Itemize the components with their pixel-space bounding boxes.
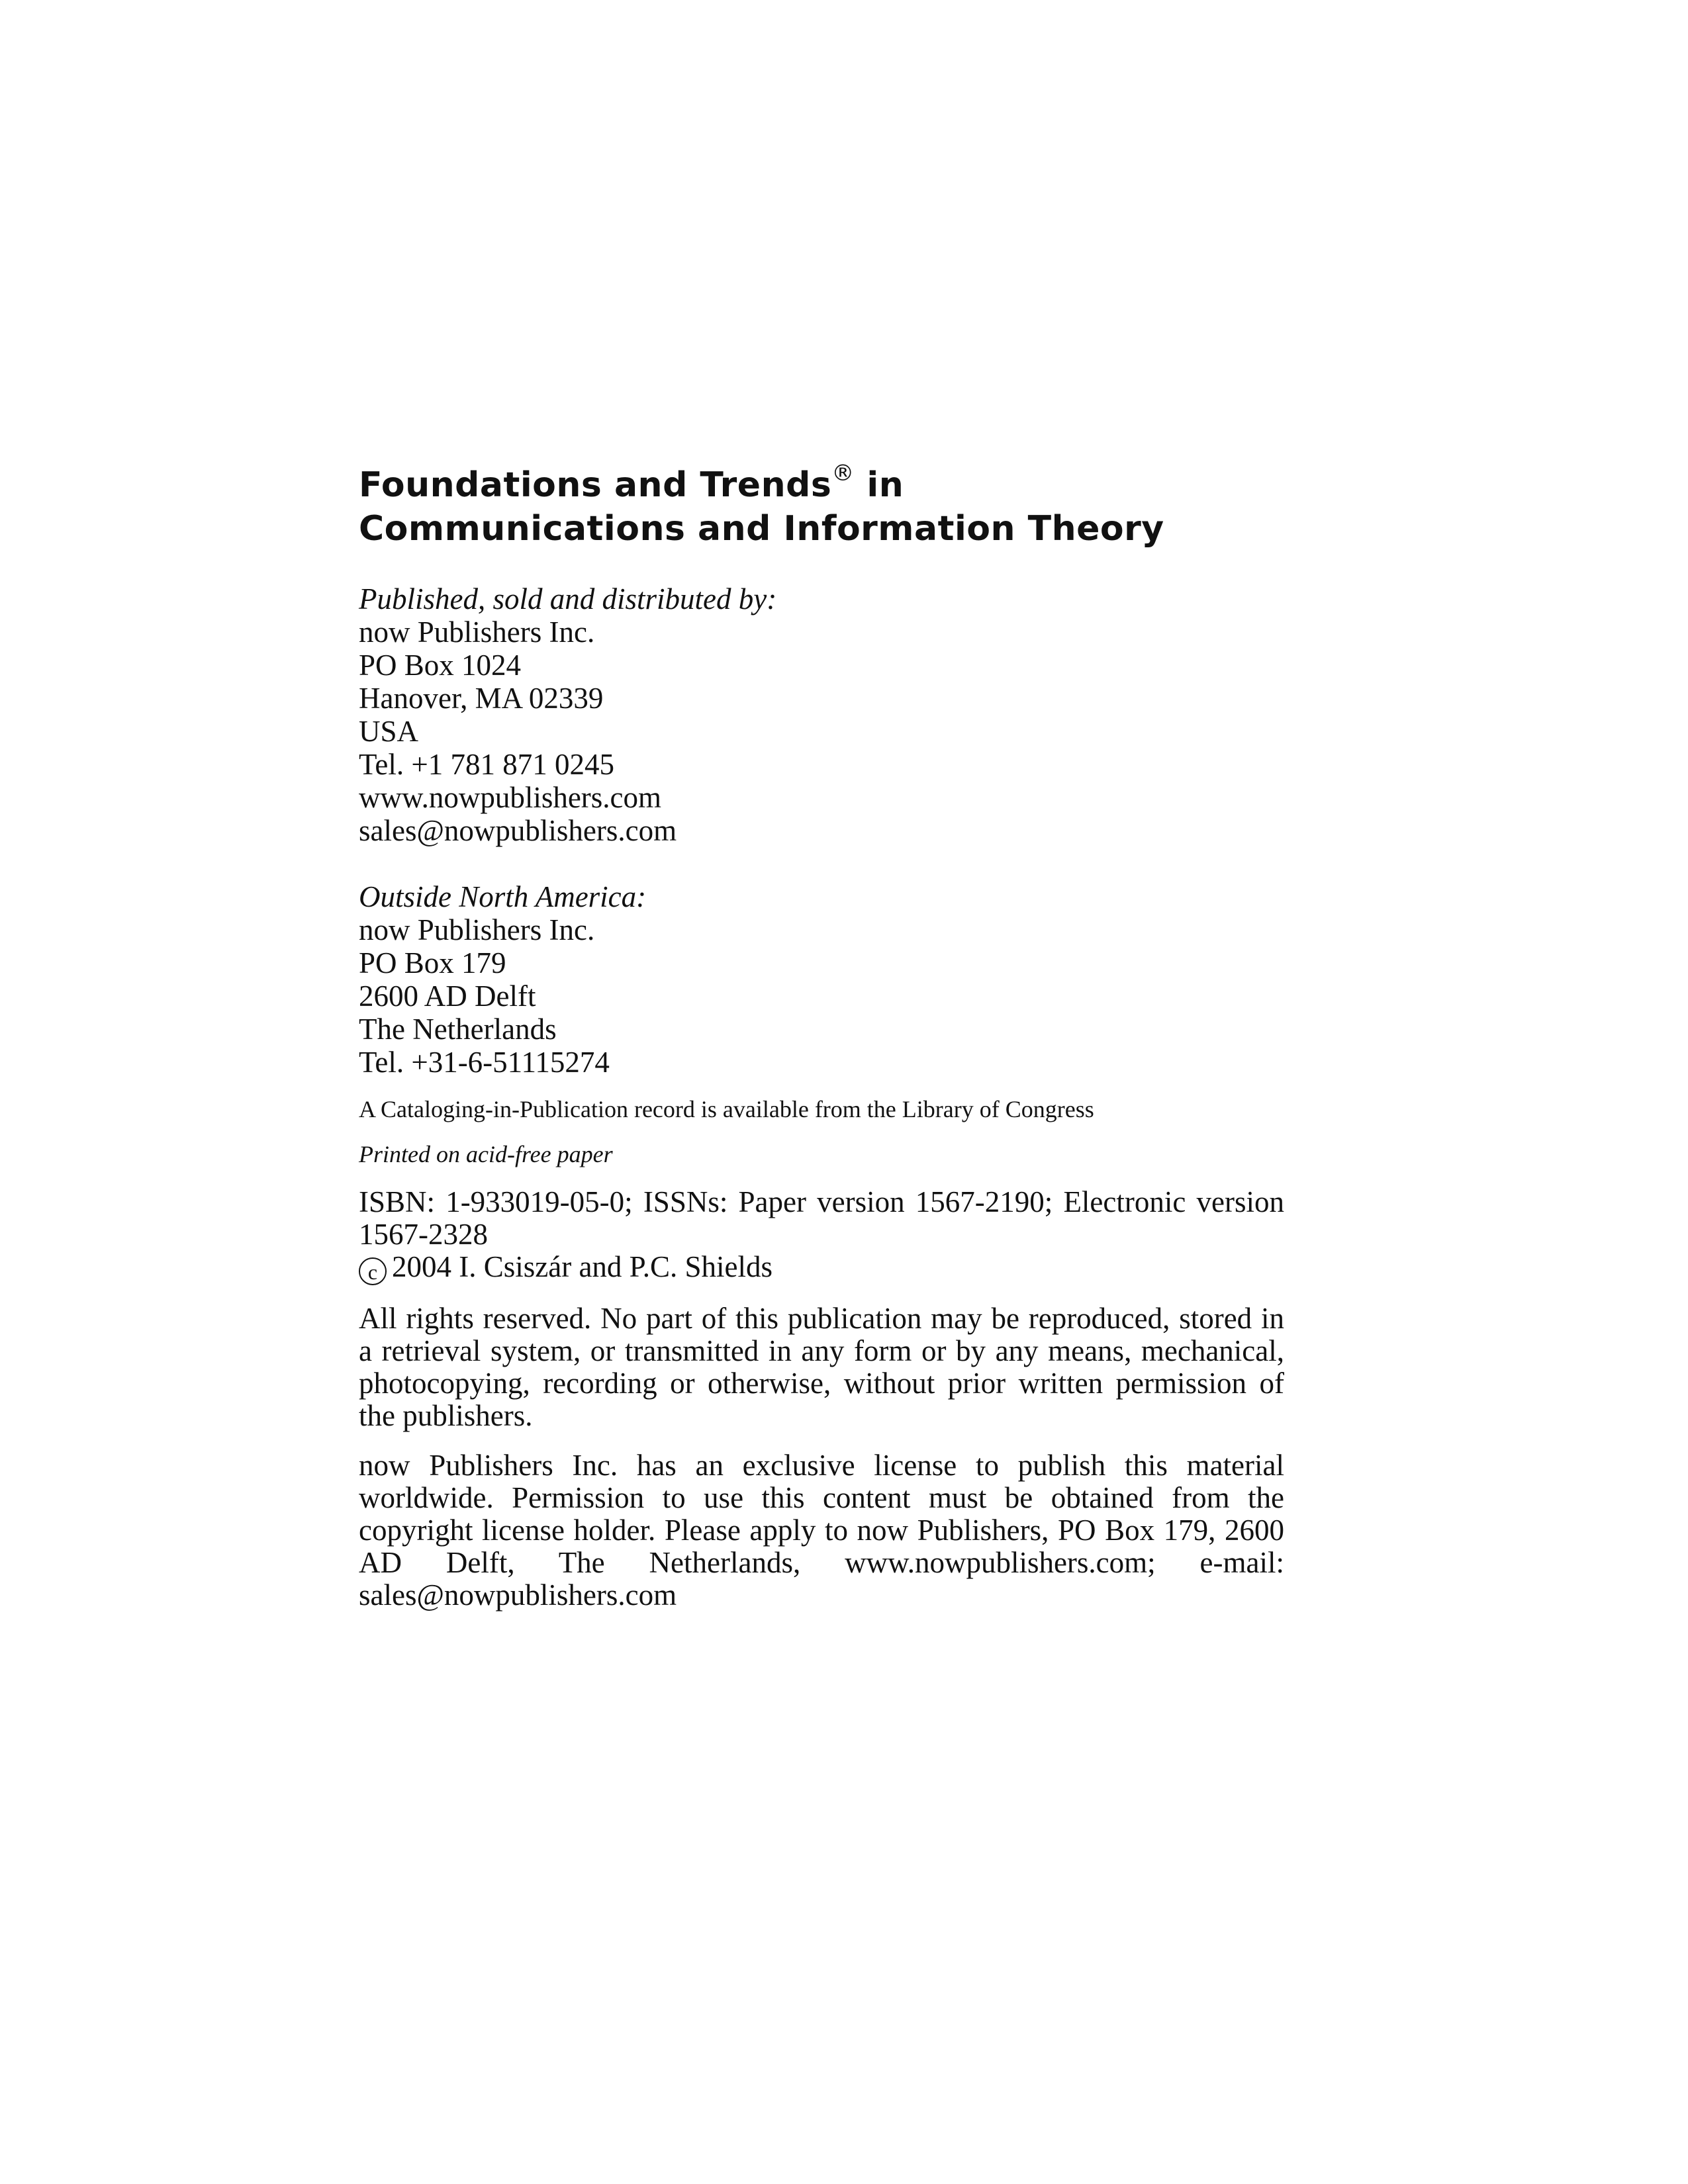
- us-office-website: www.nowpublishers.com: [359, 781, 662, 814]
- us-office-email: sales@nowpublishers.com: [359, 814, 677, 847]
- us-office-line: now Publishers Inc.: [359, 615, 595, 649]
- us-office-line: Hanover, MA 02339: [359, 682, 604, 715]
- intl-office-line: The Netherlands: [359, 1013, 557, 1046]
- intl-office-heading: Outside North America:: [359, 880, 647, 913]
- printed-note: Printed on acid-free paper: [359, 1141, 613, 1167]
- license-paragraph: now Publishers Inc. has an exclusive license to publish this material worldwide. Permission to use this content must be obtained from the copyright license holder. Please apply to now Publishers, PO Box 179, 2600 AD Delft, The Netherlands, www.nowpublishers.com; e-mail: sales@nowpublishers.com: [359, 1449, 1284, 1612]
- series-title-line2: Communications and Information Theory: [359, 509, 1164, 549]
- series-title-line1: [359, 460, 904, 505]
- registered-mark: ®: [831, 460, 855, 486]
- copyright-text: 2004 I. Csiszár and P.C. Shields: [392, 1250, 773, 1283]
- us-office-line: PO Box 1024: [359, 649, 522, 682]
- us-office-line: USA: [359, 715, 419, 748]
- intl-office-line: Tel. +31-6-51115274: [359, 1046, 610, 1079]
- copyright-line: [359, 1251, 1284, 1285]
- isbn-statement: ISBN: 1-933019-05-0; ISSNs: Paper version 1567-2190; Electronic version 1567-2328: [359, 1185, 1284, 1251]
- cataloging-note: A Cataloging-in-Publication record is available from the Library of Congress: [359, 1096, 1094, 1122]
- us-office-block: [359, 582, 1284, 847]
- series-title-suffix: in: [854, 465, 904, 505]
- intl-office-line: 2600 AD Delft: [359, 979, 536, 1013]
- intl-office-line: now Publishers Inc.: [359, 913, 595, 946]
- copyright-page: [359, 460, 1284, 1612]
- intl-office-block: [359, 880, 1284, 1079]
- series-title: [359, 460, 1284, 551]
- rights-paragraph: All rights reserved. No part of this publication may be reproduced, stored in a retrieval system, or transmitted in any form or by any means, mechanical, photocopying, recording or otherwise, without prior written permission of the publishers.: [359, 1302, 1284, 1432]
- series-title-prefix: Foundations and Trends: [359, 465, 832, 505]
- us-office-heading: Published, sold and distributed by:: [359, 582, 777, 615]
- copyright-icon: c: [359, 1257, 387, 1285]
- intl-office-line: PO Box 179: [359, 946, 506, 979]
- us-office-line: Tel. +1 781 871 0245: [359, 748, 614, 781]
